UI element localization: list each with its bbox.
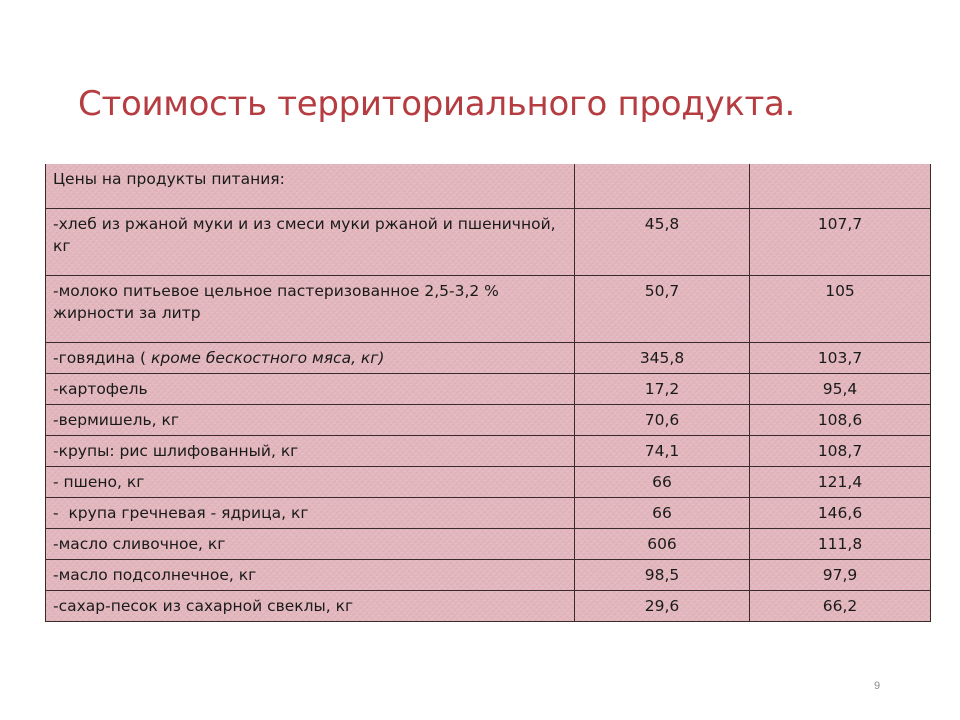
slide-title: Стоимость территориального продукта. [78,84,796,124]
price-cell: 98,5 [575,560,750,591]
index-cell: 105 [750,276,931,343]
price-cell: 45,8 [575,209,750,276]
index-cell: 111,8 [750,529,931,560]
table-row-milk [46,276,931,343]
price-cell: 50,7 [575,276,750,343]
table-row-sugar [46,591,931,622]
table-row-vermicelli [46,405,931,436]
product-name-italic-note: кроме бескостного мяса, кг) [151,349,385,367]
index-cell: 146,6 [750,498,931,529]
header-price-cell [575,164,750,209]
price-cell: 70,6 [575,405,750,436]
product-name-cell: - крупа гречневая - ядрица, кг [46,498,575,529]
table-row-potatoes [46,374,931,405]
price-cell: 606 [575,529,750,560]
table-row-beef [46,343,931,374]
price-cell: 345,8 [575,343,750,374]
table-row-buckwheat [46,498,931,529]
index-cell: 121,4 [750,467,931,498]
index-cell: 97,9 [750,560,931,591]
table-row-sunflower-oil [46,560,931,591]
price-cell: 29,6 [575,591,750,622]
product-name-cell: -картофель [46,374,575,405]
product-name-cell [46,343,575,374]
table-header-row [46,164,931,209]
product-name-cell: -сахар-песок из сахарной свеклы, кг [46,591,575,622]
index-cell: 103,7 [750,343,931,374]
price-table-container [45,164,930,622]
index-cell: 108,6 [750,405,931,436]
price-cell: 66 [575,498,750,529]
header-label-cell: Цены на продукты питания: [46,164,575,209]
price-cell: 66 [575,467,750,498]
product-name-cell: -масло сливочное, кг [46,529,575,560]
product-name-cell: -хлеб из ржаной муки и из смеси муки ржаной и пшеничной, кг [46,209,575,276]
index-cell: 66,2 [750,591,931,622]
table-row-millet [46,467,931,498]
price-table [45,164,931,622]
price-cell: 17,2 [575,374,750,405]
index-cell: 107,7 [750,209,931,276]
header-index-cell [750,164,931,209]
table-row-bread [46,209,931,276]
page-number: 9 [874,680,881,692]
index-cell: 95,4 [750,374,931,405]
index-cell: 108,7 [750,436,931,467]
product-name-cell: -крупы: рис шлифованный, кг [46,436,575,467]
price-cell: 74,1 [575,436,750,467]
product-name-cell: -вермишель, кг [46,405,575,436]
product-name-cell: - пшено, кг [46,467,575,498]
table-row-rice [46,436,931,467]
product-name-cell: -молоко питьевое цельное пастеризованное 2,5-3,2 % жирности за литр [46,276,575,343]
product-name-cell: -масло подсолнечное, кг [46,560,575,591]
product-name-text: -говядина ( [53,349,147,367]
table-row-butter [46,529,931,560]
